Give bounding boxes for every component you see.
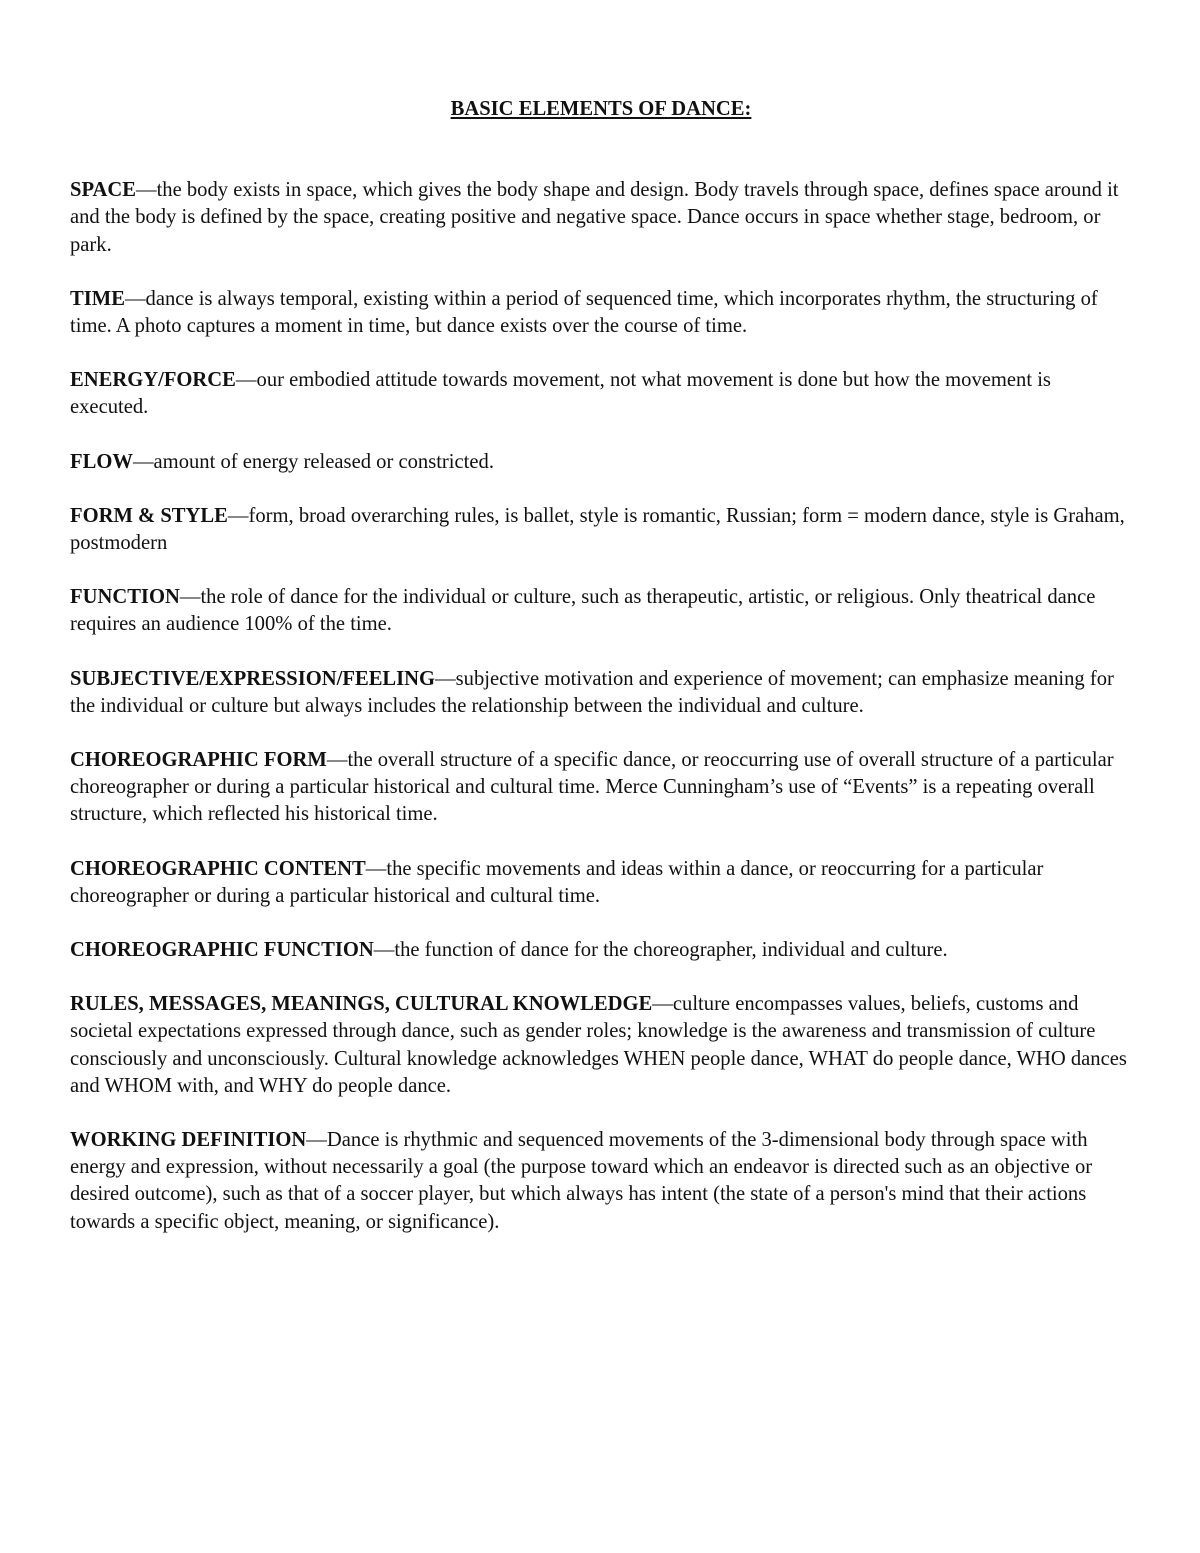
definition-text: the specific movements and ideas within a dance, or reoccurring for a particular choreographer or during a particular historical and cultural time.	[70, 857, 1044, 907]
em-dash: —	[227, 504, 249, 527]
em-dash: —	[135, 179, 157, 202]
definition-term: FORM & STYLE	[70, 504, 228, 527]
definition-term: WORKING DEFINITION	[70, 1129, 307, 1152]
definition-entry	[70, 503, 1132, 557]
em-dash: —	[652, 993, 673, 1016]
em-dash: —	[132, 450, 154, 473]
em-dash: —	[326, 749, 348, 772]
definition-term: FLOW	[70, 450, 133, 473]
definition-text: the overall structure of a specific dance, or reoccurring use of overall structure of a particular choreographer or during a particular historical and cultural time. Merce Cunningham’s use of “Events” is a repeating overall structure, which reflected his historical time.	[70, 749, 1114, 826]
definition-term: SUBJECTIVE/EXPRESSION/FEELING	[70, 667, 436, 690]
definition-term: CHOREOGRAPHIC CONTENT	[70, 857, 366, 880]
document-page	[70, 96, 1132, 1263]
definition-entry	[70, 1127, 1132, 1236]
definition-entry	[70, 666, 1132, 720]
definition-text: our embodied attitude towards movement, not what movement is done but how the movement is executed.	[70, 369, 1051, 419]
em-dash: —	[306, 1129, 327, 1152]
definition-text: Dance is rhythmic and sequenced movements of the 3-dimensional body through space with energy and expression, without necessarily a goal (the purpose toward which an endeavor is directed such as an objective or desired outcome), such as that of a soccer player, but which always has intent (the state of a person's mind that their actions towards a specific object, meaning, or significance).	[70, 1129, 1093, 1233]
em-dash: —	[435, 667, 456, 690]
definition-entry	[70, 937, 1132, 964]
definition-term: TIME	[70, 287, 125, 310]
definition-term: RULES, MESSAGES, MEANINGS, CULTURAL KNOWLEDGE	[70, 993, 653, 1016]
definition-entry	[70, 991, 1132, 1100]
definition-text: subjective motivation and experience of movement; can emphasize meaning for the individual or culture but always includes the relationship between the individual and culture.	[70, 667, 1114, 717]
definitions-list	[70, 177, 1132, 1236]
definition-text: form, broad overarching rules, is ballet, style is romantic, Russian; form = modern dance, style is Graham, postmodern	[70, 504, 1125, 555]
definition-entry	[70, 367, 1132, 421]
definition-term: ENERGY/FORCE	[70, 369, 236, 392]
definition-entry	[70, 747, 1132, 829]
definition-term: CHOREOGRAPHIC FUNCTION	[70, 939, 374, 962]
definition-entry	[70, 856, 1132, 910]
em-dash: —	[373, 939, 395, 962]
definition-term: SPACE	[70, 179, 136, 202]
definition-text: the function of dance for the choreographer, individual and culture.	[394, 939, 948, 962]
definition-text: dance is always temporal, existing within a period of sequenced time, which incorporates rhythm, the structuring of time. A photo captures a moment in time, but dance exists over the course of time.	[70, 287, 1098, 338]
definition-entry	[70, 449, 1132, 476]
definition-text: the role of dance for the individual or culture, such as therapeutic, artistic, or religious. Only theatrical dance requires an audience 100% of the time.	[70, 586, 1096, 636]
definition-entry	[70, 286, 1132, 340]
em-dash: —	[179, 586, 201, 609]
definition-entry	[70, 584, 1132, 638]
page-title: BASIC ELEMENTS OF DANCE:	[450, 98, 752, 120]
definition-text: culture encompasses values, beliefs, customs and societal expectations expressed through dance, such as gender roles; knowledge is the awareness and transmission of culture consciously and unconsciously. Cultural knowledge acknowledges WHEN people dance, WHAT do people dance, WHO dances and WHOM with, and WHY do people dance.	[70, 993, 1127, 1097]
em-dash: —	[235, 369, 257, 392]
definition-term: FUNCTION	[70, 586, 180, 609]
definition-text: amount of energy released or constricted.	[153, 450, 494, 473]
em-dash: —	[124, 287, 146, 310]
definition-entry	[70, 177, 1132, 259]
definition-term: CHOREOGRAPHIC FORM	[70, 749, 327, 772]
em-dash: —	[365, 857, 387, 880]
definition-text: the body exists in space, which gives the body shape and design. Body travels through space, defines space around it and the body is defined by the space, creating positive and negative space. Dance occurs in space whether stage, bedroom, or park.	[70, 179, 1119, 256]
